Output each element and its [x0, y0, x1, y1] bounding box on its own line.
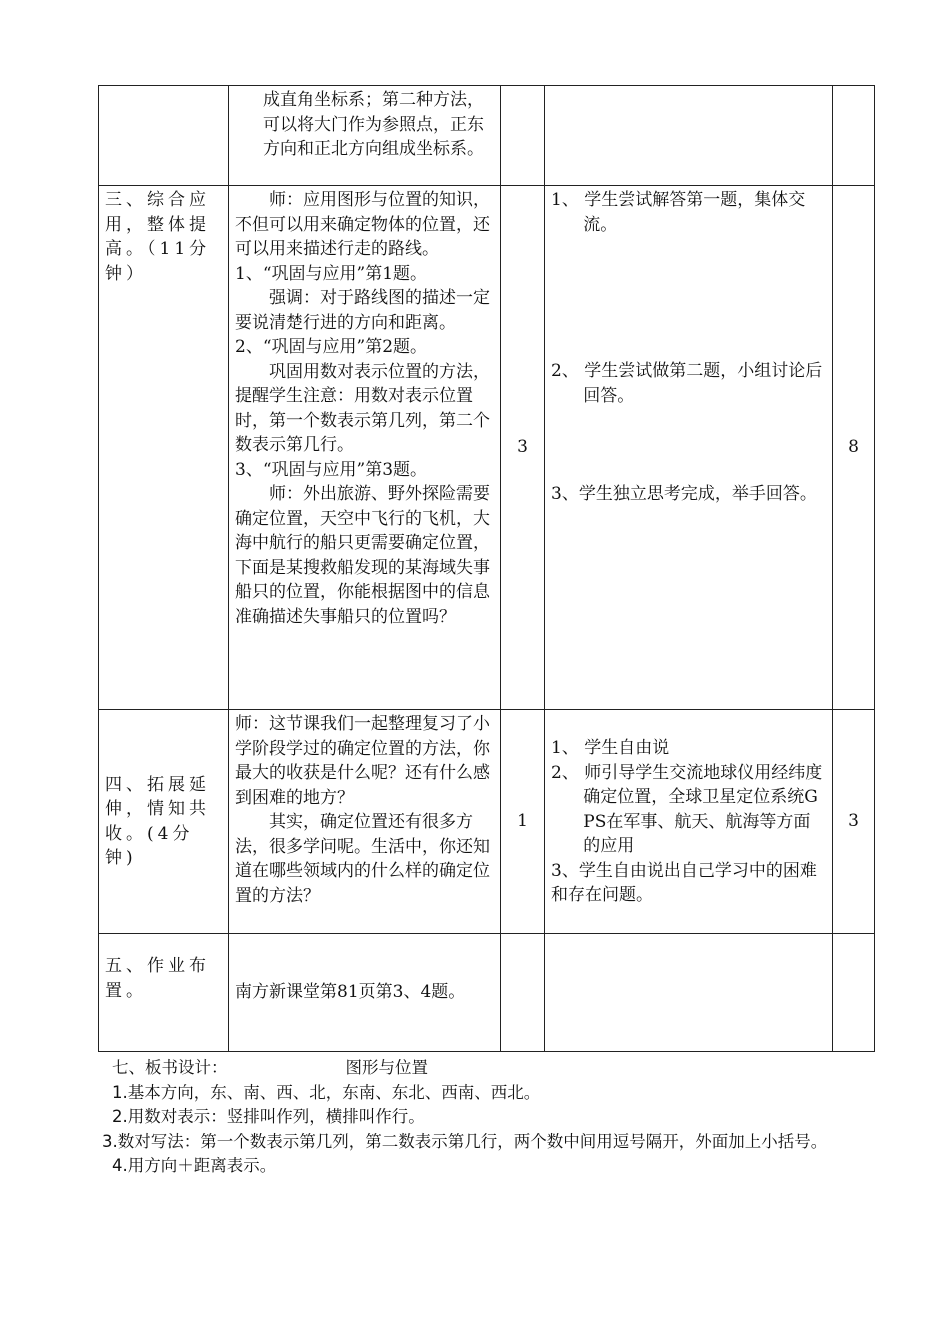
board-line: 2.用数对表示：竖排叫作列，横排叫作行。 [112, 1107, 425, 1126]
students-cell [545, 934, 833, 1052]
lesson-plan-table [98, 85, 875, 1052]
board-line: 4.用方向＋距离表示。 [112, 1156, 277, 1175]
teacher-text: 师：应用图形与位置的知识，不但可以用来确定物体的位置，还可以用来描述行走的路线。 [235, 190, 490, 259]
stage-text: 五、作业布置。 [105, 956, 210, 1001]
table-row [99, 710, 875, 934]
minutes-cell [501, 710, 545, 934]
teacher-text: 强调：对于路线图的描述一定要说清楚行进的方向和距离。 [235, 288, 490, 333]
stage-cell [99, 934, 229, 1052]
minutes2-cell [833, 86, 875, 186]
student-activity: 2、 学生尝试做第二题，小组讨论后回答。 [551, 361, 823, 406]
student-activity: 3、学生自由说出自己学习中的困难和存在问题。 [551, 860, 817, 905]
table-row [99, 934, 875, 1052]
students-cell [545, 186, 833, 710]
teacher-text: 1、“巩固与应用”第1题。 [235, 263, 428, 284]
teacher-text: 师：外出旅游、野外探险需要确定位置，天空中飞行的飞机，大海中航行的船只更需要确定位置，下面是某搜救船发现的某海域失事船只的位置，你能根据图中的信息准确描述失事船只的位置吗？ [235, 484, 490, 627]
teacher-text: 成直角坐标系；第二种方法，可以将大门作为参照点，正东方向和正北方向组成坐标系。 [263, 90, 484, 159]
teacher-cell [229, 710, 501, 934]
teacher-cell [229, 186, 501, 710]
board-title: 图形与位置 [345, 1058, 428, 1077]
teacher-cell [229, 934, 501, 1052]
student-activity: 2、 师引导学生交流地球仪用经纬度确定位置，全球卫星定位系统GPS在军事、航天、航海等方面的应用 [551, 762, 823, 856]
teacher-text: 南方新课堂第81页第3、4题。 [235, 982, 466, 1002]
board-design [102, 1056, 902, 1179]
stage-cell [99, 710, 229, 934]
board-heading-line [112, 1056, 902, 1081]
table-row [99, 86, 875, 186]
minutes-cell [501, 86, 545, 186]
minutes2-value: 8 [848, 437, 859, 458]
minutes-value: 3 [517, 437, 528, 458]
minutes-cell [501, 186, 545, 710]
stage-cell [99, 186, 229, 710]
minutes2-cell [833, 186, 875, 710]
minutes2-value: 3 [848, 811, 859, 832]
stage-text: 三、综合应用，整体提高。（11分钟） [105, 190, 211, 284]
students-cell [545, 86, 833, 186]
students-cell [545, 710, 833, 934]
minutes2-cell [833, 934, 875, 1052]
teacher-cell [229, 86, 501, 186]
student-activity: 3、学生独立思考完成，举手回答。 [551, 484, 817, 504]
stage-cell [99, 86, 229, 186]
teacher-text: 2、“巩固与应用”第2题。 [235, 337, 428, 357]
student-activity: 1、 学生自由说 [551, 738, 670, 758]
minutes-value: 1 [517, 811, 528, 832]
minutes2-cell [833, 710, 875, 934]
stage-text: 四、拓展延伸，情知共收。(4分钟) [105, 774, 210, 868]
board-line: 3.数对写法：第一个数表示第几列，第二数表示第几行，两个数中间用逗号隔开，外面加上小括号。 [102, 1131, 828, 1151]
student-activity: 1、 学生尝试解答第一题，集体交流。 [551, 190, 806, 235]
table-row [99, 186, 875, 710]
board-heading: 七、板书设计： [112, 1058, 228, 1077]
teacher-text: 师：这节课我们一起整理复习了小学阶段学过的确定位置的方法，你最大的收获是什么呢？还有什么感到困难的地方？ [235, 714, 490, 808]
minutes-cell [501, 934, 545, 1052]
teacher-text: 3、“巩固与应用”第3题。 [235, 459, 428, 480]
teacher-text: 巩固用数对表示位置的方法，提醒学生注意：用数对表示位置时，第一个数表示第几列，第二个数表示第几行。 [235, 361, 490, 455]
board-line: 1.基本方向，东、南、西、北，东南、东北、西南、西北。 [112, 1082, 541, 1102]
teacher-text: 其实，确定位置还有很多方法，很多学问呢。生活中，你还知道在哪些领域内的什么样的确定位置的方法？ [235, 812, 490, 906]
